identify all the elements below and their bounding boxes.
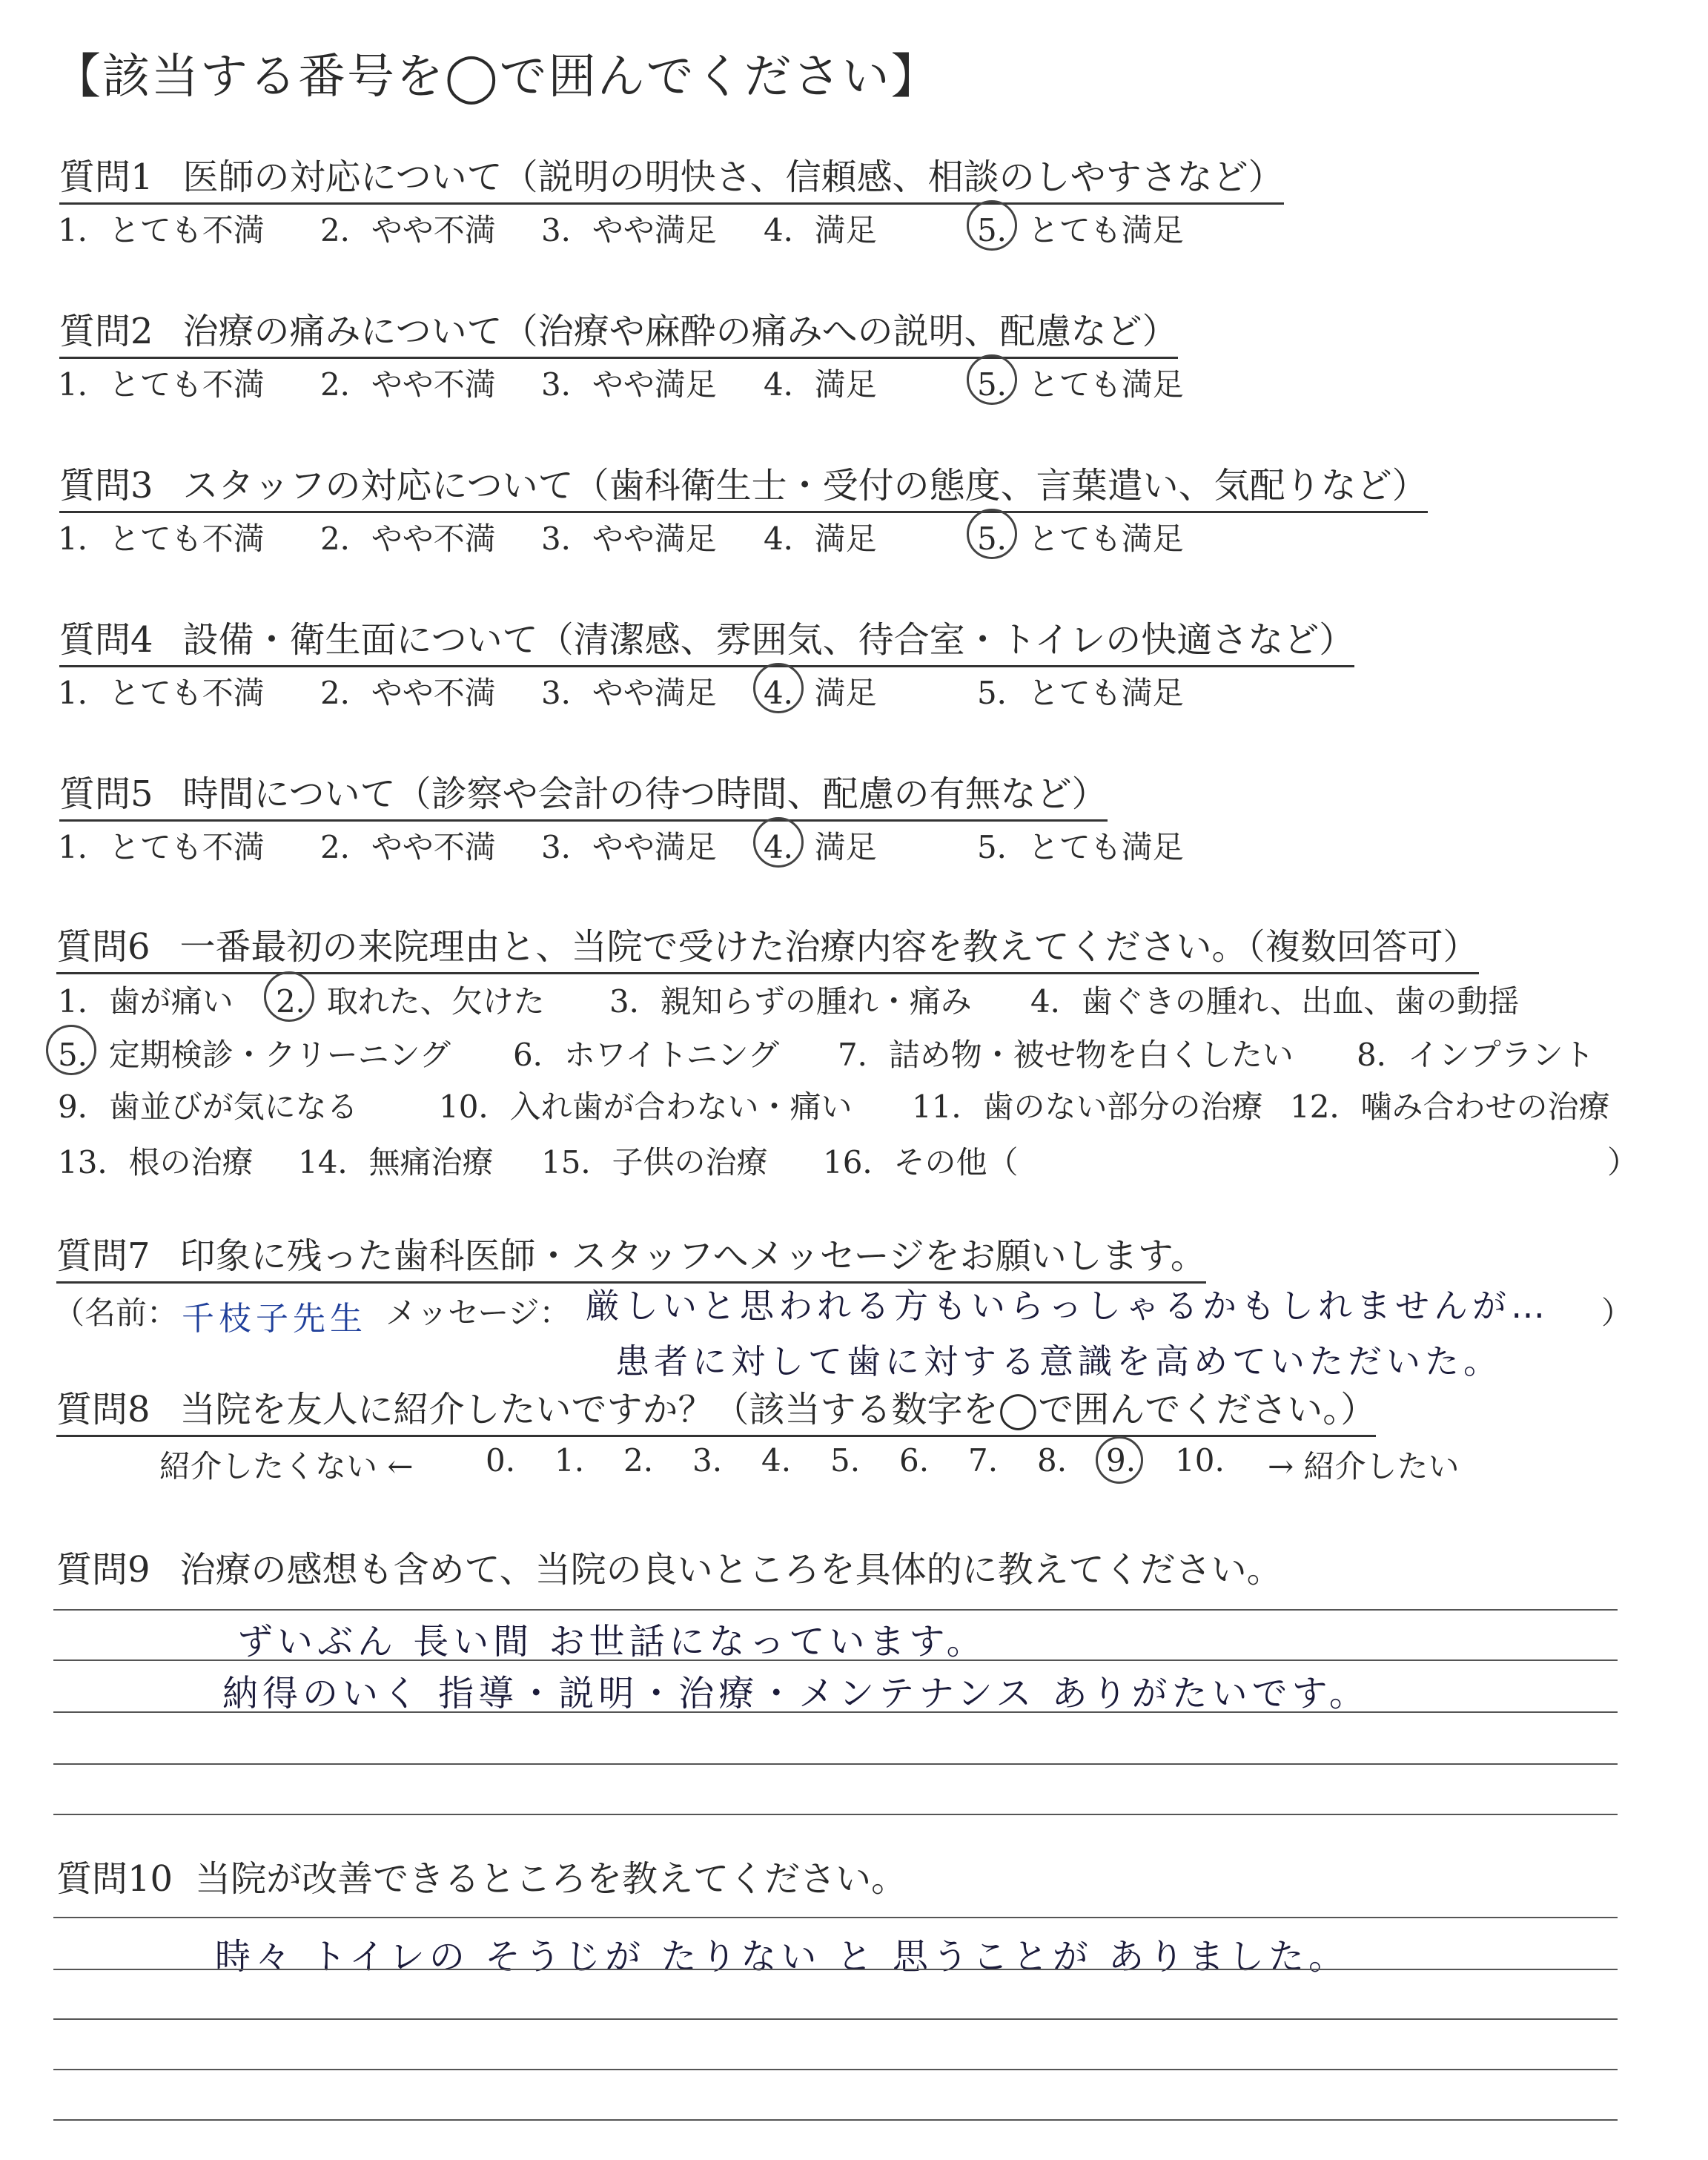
q8-scale-8[interactable]: 8. (1037, 1442, 1068, 1479)
q7-message-line2: 患者に対して歯に対する意識を高めていただいた。 (615, 1341, 1502, 1381)
selection-circle (46, 1025, 96, 1075)
q5-option-3[interactable]: 3．やや満足 (541, 829, 717, 865)
q1-text: 医師の対応について（説明の明快さ、信頼感、相談のしやすさなど） (182, 156, 1284, 198)
q3-text: スタッフの対応について（歯科衛生士・受付の態度、言葉遣い、気配りなど） (182, 465, 1428, 506)
q5-option-4[interactable]: 4．満足 (764, 829, 877, 865)
q6-close-paren: ） (1607, 1144, 1639, 1180)
q4-number: 質問4 (59, 619, 153, 661)
q3-option-5[interactable]: 5．とても満足 (977, 521, 1184, 557)
q6-option-2[interactable]: 2．取れた、欠けた (276, 983, 545, 1020)
selection-circle (967, 200, 1017, 251)
q5-option-5[interactable]: 5．とても満足 (977, 829, 1184, 865)
q6-option-4[interactable]: 4．歯ぐきの腫れ、出血、歯の動揺 (1030, 983, 1520, 1020)
q8-scale-9[interactable]: 9. (1106, 1442, 1136, 1479)
q3-option-3[interactable]: 3．やや満足 (541, 521, 717, 557)
q6-option-5[interactable]: 5．定期検診・クリーニング (58, 1037, 451, 1073)
q8-scale-6[interactable]: 6. (899, 1442, 930, 1479)
selection-circle (753, 663, 804, 713)
q2-option-2[interactable]: 2．やや不満 (320, 366, 496, 403)
q8-scale-5[interactable]: 5. (830, 1442, 861, 1479)
q6-title (56, 918, 1479, 974)
q7-message-label: メッセージ： (385, 1295, 571, 1331)
q4-option-3[interactable]: 3．やや満足 (541, 675, 717, 711)
q9-answer-rule (53, 1609, 1618, 1611)
q2-text: 治療の痛みについて（治療や麻酔の痛みへの説明、配慮など） (182, 311, 1178, 352)
q5-option-2[interactable]: 2．やや不満 (320, 829, 496, 865)
q2-option-1[interactable]: 1．とても不満 (58, 366, 265, 403)
q6-option-10[interactable]: 10．入れ歯が合わない・痛い (439, 1089, 853, 1125)
q6-option-8[interactable]: 8．インプラント (1357, 1037, 1595, 1073)
q9-answer-rule (53, 1711, 1618, 1713)
q7-name-label: （名前： (53, 1295, 179, 1331)
q9-text: 治療の感想も含めて、当院の良いところを具体的に教えてください。 (179, 1549, 1282, 1591)
q9-answer-rule (53, 1814, 1618, 1815)
q5-number: 質問5 (59, 773, 153, 815)
q6-option-12[interactable]: 12．噛み合わせの治療 (1290, 1089, 1610, 1125)
q8-scale-4[interactable]: 4. (761, 1442, 792, 1479)
q6-option-9[interactable]: 9．歯並びが気になる (58, 1089, 358, 1125)
q10-answer-rule (53, 2069, 1618, 2070)
q2-option-5[interactable]: 5．とても満足 (977, 366, 1184, 403)
q7-text: 印象に残った歯科医師・スタッフへメッセージをお願いします。 (179, 1235, 1206, 1277)
q7-name-value: 千枝子先生 (182, 1300, 367, 1338)
selection-circle (1096, 1436, 1143, 1484)
q8-scale-3[interactable]: 3. (692, 1442, 723, 1479)
q4-option-1[interactable]: 1．とても不満 (58, 675, 265, 711)
q10-answer-line1: 時々 トイレの そうじが たりない と 思うことが ありました。 (215, 1936, 1349, 1978)
q1-option-3[interactable]: 3．やや満足 (541, 212, 717, 248)
q9-answer-line1: ずいぶん 長い間 お世話になっています。 (237, 1621, 987, 1662)
q6-option-1[interactable]: 1．歯が痛い (58, 983, 234, 1020)
q5-text: 時間について（診察や会計の待つ時間、配慮の有無など） (182, 773, 1108, 815)
q7-number: 質問7 (56, 1235, 150, 1277)
q3-number: 質問3 (59, 465, 153, 506)
q6-option-14[interactable]: 14．無痛治療 (298, 1144, 494, 1180)
q8-right-label: → 紹介したい (1268, 1448, 1460, 1484)
q6-option-13[interactable]: 13．根の治療 (58, 1144, 254, 1180)
q6-number: 質問6 (56, 926, 150, 968)
q8-scale-1[interactable]: 1. (555, 1442, 585, 1479)
q1-title (59, 148, 1284, 205)
q3-option-2[interactable]: 2．やや不満 (320, 521, 496, 557)
q2-number: 質問2 (59, 311, 153, 352)
q8-scale-0[interactable]: 0. (486, 1442, 516, 1479)
q9-title (56, 1541, 1282, 1595)
q4-title (59, 611, 1354, 667)
q4-option-5[interactable]: 5．とても満足 (977, 675, 1184, 711)
q8-text: 当院を友人に紹介したいですか？（該当する数字を◯で囲んでください。） (179, 1389, 1377, 1430)
q6-option-11[interactable]: 11．歯のない部分の治療 (912, 1089, 1263, 1125)
q1-option-5[interactable]: 5．とても満足 (977, 212, 1184, 248)
q8-scale-10[interactable]: 10. (1175, 1442, 1225, 1479)
q6-option-7[interactable]: 7．詰め物・被せ物を白くしたい (838, 1037, 1294, 1073)
q10-answer-rule (53, 1969, 1618, 1970)
q9-answer-rule (53, 1659, 1618, 1661)
q8-number: 質問8 (56, 1389, 150, 1430)
selection-circle (967, 509, 1017, 559)
q6-option-15[interactable]: 15．子供の治療 (541, 1144, 768, 1180)
q6-option-3[interactable]: 3．親知らずの腫れ・痛み (609, 983, 972, 1020)
q10-number: 質問10 (56, 1858, 173, 1900)
q8-scale-7[interactable]: 7. (968, 1442, 999, 1479)
q1-option-4[interactable]: 4．満足 (764, 212, 877, 248)
q1-option-2[interactable]: 2．やや不満 (320, 212, 496, 248)
q4-option-2[interactable]: 2．やや不満 (320, 675, 496, 711)
q5-option-1[interactable]: 1．とても不満 (58, 829, 265, 865)
q6-option-16[interactable]: 16．その他（ (823, 1144, 1019, 1180)
q7-close-paren: ） (1601, 1295, 1633, 1331)
q4-text: 設備・衛生面について（清潔感、雰囲気、待合室・トイレの快適さなど） (182, 619, 1355, 661)
q4-option-4[interactable]: 4．満足 (764, 675, 877, 711)
page-header: 【該当する番号を◯で囲んでください】 (53, 50, 940, 105)
q1-option-1[interactable]: 1．とても不満 (58, 212, 265, 248)
q7-message-line1: 厳しいと思われる方もいらっしゃるかもしれませんが… (586, 1286, 1549, 1326)
q2-title (59, 303, 1178, 359)
q10-answer-rule (53, 2119, 1618, 2121)
q8-scale-2[interactable]: 2. (623, 1442, 654, 1479)
q3-option-4[interactable]: 4．満足 (764, 521, 877, 557)
q10-text: 当院が改善できるところを教えてください。 (195, 1858, 907, 1900)
q9-number: 質問9 (56, 1549, 150, 1591)
selection-circle (753, 817, 804, 868)
q7-title (56, 1227, 1206, 1284)
q10-answer-rule (53, 1917, 1618, 1918)
q8-left-label: 紹介したくない ← (159, 1448, 414, 1484)
q6-text: 一番最初の来院理由と、当院で受けた治療内容を教えてください。（複数回答可） (179, 926, 1479, 968)
selection-circle (264, 971, 314, 1022)
q2-option-4[interactable]: 4．満足 (764, 366, 877, 403)
q3-title (59, 457, 1428, 513)
q9-answer-rule (53, 1763, 1618, 1765)
q10-answer-rule (53, 2018, 1618, 2020)
q6-option-6[interactable]: 6．ホワイトニング (513, 1037, 779, 1073)
q9-answer-line2: 納得のいく 指導・説明・治療・メンテナンス ありがたいです。 (222, 1673, 1369, 1714)
q3-option-1[interactable]: 1．とても不満 (58, 521, 265, 557)
selection-circle (967, 354, 1017, 405)
q10-title (56, 1850, 907, 1904)
q8-title (56, 1381, 1376, 1437)
q2-option-3[interactable]: 3．やや満足 (541, 366, 717, 403)
q5-title (59, 765, 1108, 822)
q1-number: 質問1 (59, 156, 153, 198)
